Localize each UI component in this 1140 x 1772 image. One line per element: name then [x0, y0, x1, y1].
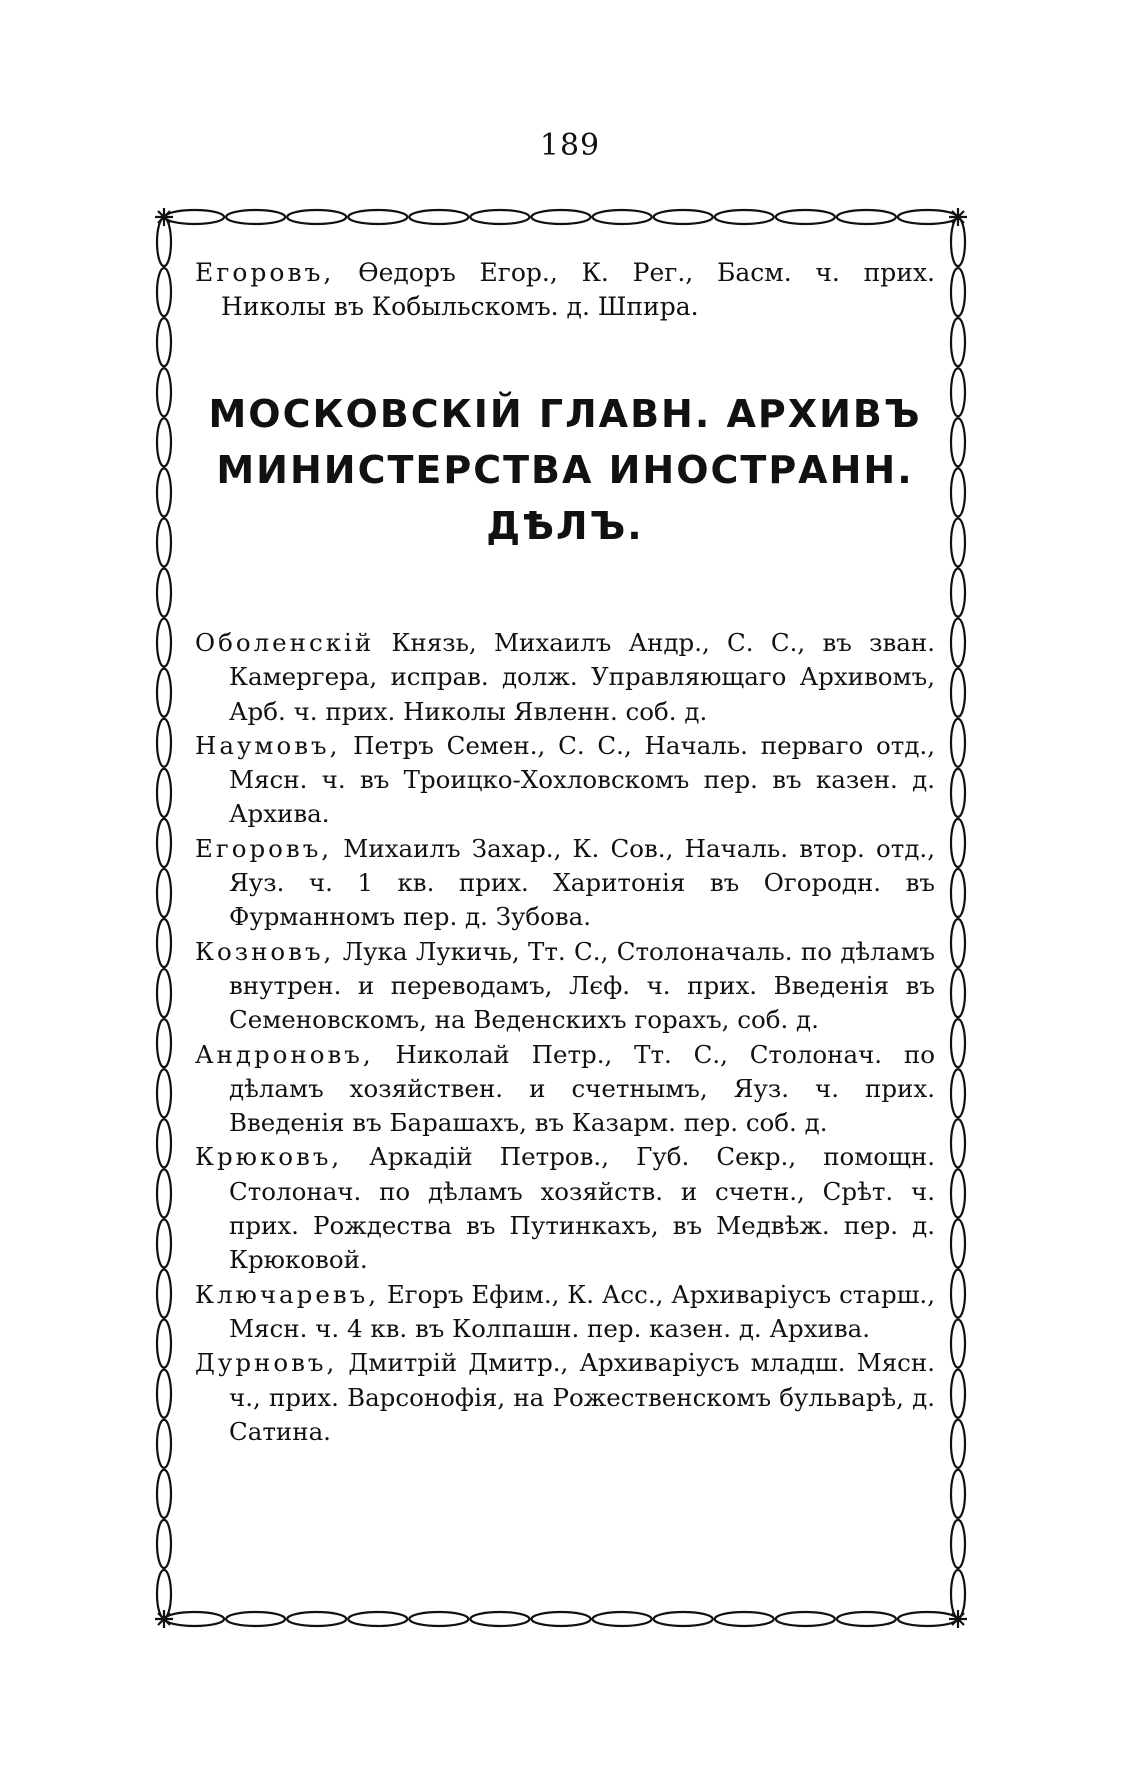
intro-entry-text: Ѳедоръ Егор., К. Рег., Басм. ч. прих. Николы въ Кобыльскомъ. д. Шпира. — [221, 258, 935, 321]
border-ornament — [157, 869, 171, 917]
border-ornament — [715, 1612, 774, 1626]
border-ornament — [951, 1370, 965, 1418]
border-ornament — [593, 210, 652, 224]
border-ornament — [409, 210, 468, 224]
border-ornament — [157, 1219, 171, 1267]
border-ornament — [470, 210, 529, 224]
entry — [195, 626, 935, 729]
border-ornament — [951, 1219, 965, 1267]
border-ornament — [157, 1270, 171, 1318]
entry — [195, 935, 935, 1038]
border-ornament — [951, 769, 965, 817]
heading-line-2: МИНИСТЕРСТВА ИНОСТРАНН. — [216, 448, 914, 492]
border-ornament — [157, 318, 171, 366]
border-ornament — [951, 1069, 965, 1117]
border-ornament — [951, 468, 965, 516]
entry-name: Егоровъ, — [195, 833, 333, 863]
entry — [195, 1140, 935, 1277]
entry — [195, 1346, 935, 1449]
border-ornament — [157, 619, 171, 667]
entry-text: Дмитрій Дмитр., Архиваріусъ младш. Мясн. ч., прих. Варсонофія, на Рожественскомъ бульварѣ, д. Сатина. — [229, 1348, 935, 1446]
border-ornament — [951, 318, 965, 366]
border-ornament — [157, 569, 171, 617]
border-ornament — [951, 268, 965, 316]
border-ornament — [898, 210, 957, 224]
entry — [195, 729, 935, 832]
page-content — [195, 256, 935, 1449]
border-ornament — [951, 719, 965, 767]
section-heading — [195, 386, 935, 554]
entry-name: Ключаревъ, — [195, 1279, 380, 1309]
border-ornament — [951, 919, 965, 967]
border-ornament — [157, 1370, 171, 1418]
border-ornament — [470, 1612, 529, 1626]
border-ornament — [165, 1612, 224, 1626]
entry-name: Крюковъ, — [195, 1142, 343, 1172]
intro-entry-name: Егоровъ, — [195, 258, 335, 287]
border-ornament — [776, 210, 835, 224]
border-ornament — [951, 1320, 965, 1368]
border-ornament — [951, 1270, 965, 1318]
border-ornament — [654, 1612, 713, 1626]
border-ornament — [409, 1612, 468, 1626]
heading-line-3: ДѢЛЪ. — [486, 504, 644, 548]
entry-text: Лука Лукичь, Тт. С., Столоначаль. по дѣламъ внутрен. и переводамъ, Лєф. ч. прих. Введенія въ Семеновскомъ, на Веденскихъ горахъ, соб. д. — [229, 936, 935, 1035]
border-ornament — [531, 210, 590, 224]
border-ornament — [348, 210, 407, 224]
entry — [195, 1038, 935, 1141]
border-ornament — [157, 1420, 171, 1468]
border-ornament — [949, 208, 967, 226]
border-ornament — [157, 969, 171, 1017]
entry-name: Андроновъ, — [195, 1039, 374, 1069]
border-ornament — [165, 210, 224, 224]
border-ornament — [157, 819, 171, 867]
entry-name: Козновъ, — [195, 936, 335, 966]
entry-text: Михаилъ Захар., К. Сов., Началь. втор. отд., Яуз. ч. 1 кв. прих. Харитонія въ Огородн. въ Фурманномъ пер. д. Зубова. — [229, 833, 935, 932]
border-ornament — [155, 208, 173, 226]
border-ornament — [951, 368, 965, 416]
border-ornament — [951, 569, 965, 617]
border-ornament — [951, 1470, 965, 1518]
entry — [195, 1278, 935, 1347]
border-ornament — [593, 1612, 652, 1626]
border-ornament — [157, 669, 171, 717]
entry-text: Егоръ Ефим., К. Асс., Архиваріусъ старш., Мясн. ч. 4 кв. въ Колпашн. пер. казен. д. Архива. — [229, 1279, 935, 1343]
border-ornament — [157, 1169, 171, 1217]
entry-text: Аркадій Петров., Губ. Секр., помощн. Столонач. по дѣламъ хозяйств. и счетн., Срѣт. ч. прих. Рождества въ Путинкахъ, въ Медвѣж. пер. д. Крюковой. — [229, 1142, 935, 1275]
border-ornament — [951, 1019, 965, 1067]
border-ornament — [157, 368, 171, 416]
border-ornament — [951, 819, 965, 867]
border-ornament — [654, 210, 713, 224]
border-ornament — [226, 210, 285, 224]
border-ornament — [157, 418, 171, 466]
border-ornament — [348, 1612, 407, 1626]
entry-text: Князь, Михаилъ Андр., С. С., въ зван. Камергера, исправ. долж. Управляющаго Архивомъ, Арб. ч. прих. Николы Явленн. соб. д. — [229, 628, 935, 726]
border-ornament — [157, 268, 171, 316]
border-ornament — [951, 1420, 965, 1468]
border-ornament — [531, 1612, 590, 1626]
entries-list — [195, 626, 935, 1449]
border-ornament — [951, 969, 965, 1017]
border-ornament — [157, 1119, 171, 1167]
border-ornament — [898, 1612, 957, 1626]
border-ornament — [776, 1612, 835, 1626]
border-ornament — [951, 518, 965, 566]
intro-entry — [195, 256, 935, 324]
border-ornament — [157, 1520, 171, 1568]
border-ornament — [951, 869, 965, 917]
border-ornament — [287, 210, 346, 224]
page-number: 189 — [539, 128, 601, 163]
border-ornament — [157, 1019, 171, 1067]
border-ornament — [951, 418, 965, 466]
entry-text: Николай Петр., Тт. С., Столонач. по дѣламъ хозяйствен. и счетнымъ, Яуз. ч. прих. Введенія въ Барашахъ, въ Казарм. пер. соб. д. — [229, 1039, 935, 1138]
border-ornament — [837, 1612, 896, 1626]
border-ornament — [157, 468, 171, 516]
entry — [195, 832, 935, 935]
border-ornament — [157, 919, 171, 967]
border-ornament — [157, 1470, 171, 1518]
heading-line-1: МОСКОВСКІЙ ГЛАВН. АРХИВЪ — [208, 392, 922, 436]
border-ornament — [287, 1612, 346, 1626]
border-ornament — [157, 1069, 171, 1117]
border-ornament — [951, 1520, 965, 1568]
border-ornament — [949, 1610, 967, 1628]
border-ornament — [157, 769, 171, 817]
border-ornament — [157, 719, 171, 767]
entry-name: Оболенскій — [195, 628, 375, 657]
border-ornament — [951, 669, 965, 717]
entry-name: Дурновъ, — [195, 1348, 338, 1378]
border-ornament — [157, 1320, 171, 1368]
border-ornament — [837, 210, 896, 224]
entry-name: Наумовъ, — [195, 730, 341, 760]
entry-text: Петръ Семен., С. С., Началь. перваго отд., Мясн. ч. въ Троицко-Хохловскомъ пер. въ казен. д. Архива. — [229, 730, 935, 829]
border-ornament — [226, 1612, 285, 1626]
border-ornament — [157, 518, 171, 566]
border-ornament — [951, 619, 965, 667]
border-ornament — [155, 1610, 173, 1628]
border-ornament — [951, 1169, 965, 1217]
border-ornament — [951, 1119, 965, 1167]
border-ornament — [715, 210, 774, 224]
